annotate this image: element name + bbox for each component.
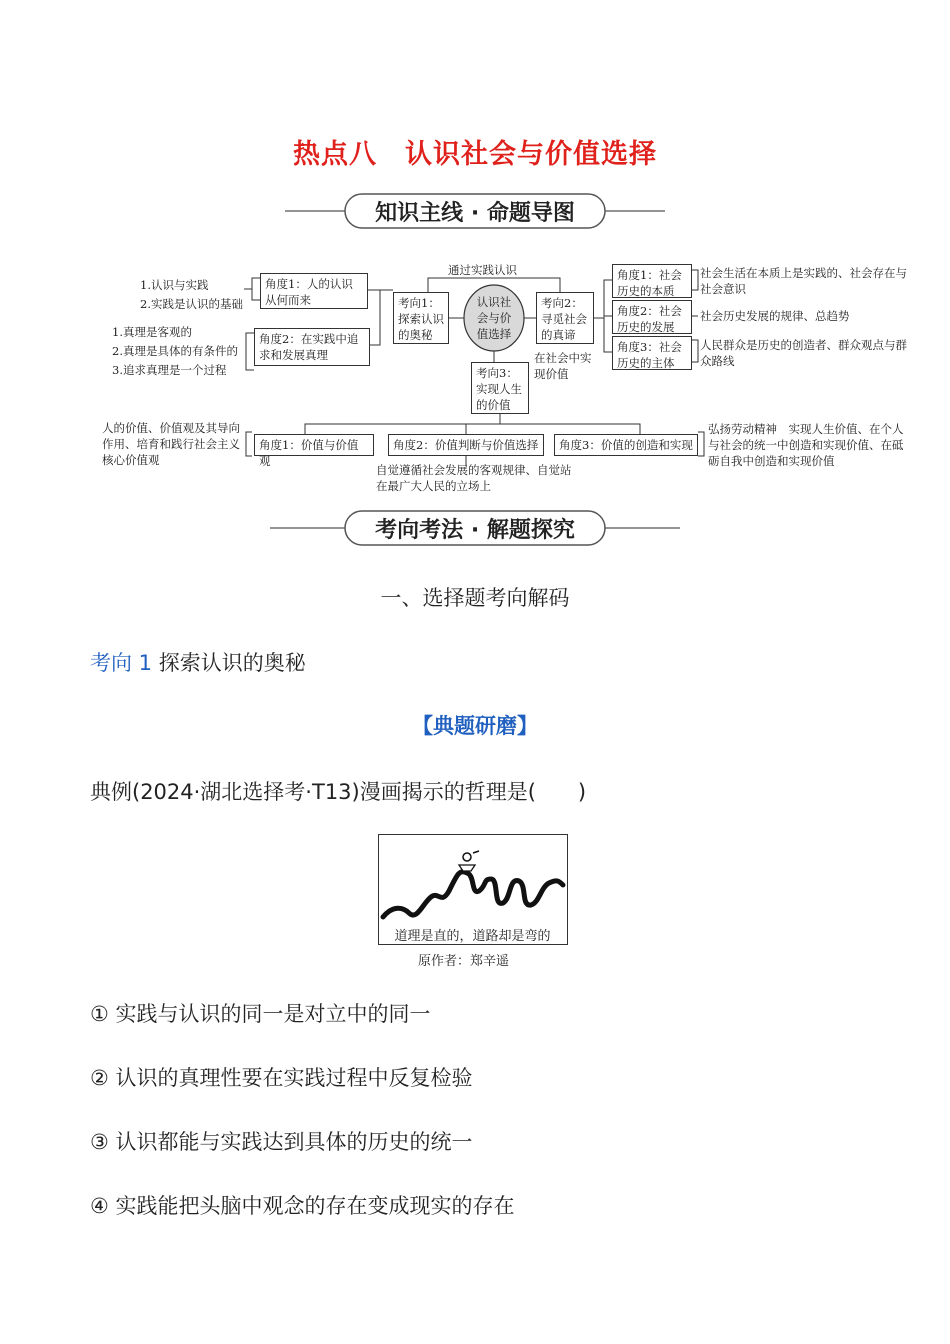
mindmap-kx2-angle2-note: 社会历史发展的规律、总趋势 <box>700 309 850 323</box>
option-1: ① 实践与认识的同一是对立中的同一 <box>90 1002 431 1026</box>
mindmap-kx2-angle2: 角度2：社会历史的发展 <box>612 300 692 334</box>
option-4: ④ 实践能把头脑中观念的存在变成现实的存在 <box>90 1194 515 1218</box>
mindmap-bottom-label: 在社会中实现价值 <box>534 351 592 381</box>
banner-exam: 考向考法 · 解题探究 <box>375 518 575 543</box>
kaoxiang-label: 考向 1 <box>90 651 159 675</box>
mindmap-kx3-angle2-note: 自觉遵循社会发展的客观规律、自觉站在最广大人民的立场上 <box>376 463 572 493</box>
question-stem: 典例(2024·湖北选择考·T13)漫画揭示的哲理是( ) <box>90 780 587 804</box>
comic-image <box>378 834 568 945</box>
mindmap-center: 认识社会与价值选择 <box>476 295 512 341</box>
mindmap-kx2-angle3-note: 人民群众是历史的创造者、群众观点与群众路线 <box>700 338 907 368</box>
comic-author: 原作者：郑辛遥 <box>418 954 510 969</box>
mindmap-top-label: 通过实践认识 <box>448 263 517 277</box>
section-heading: 一、选择题考向解码 <box>380 586 570 610</box>
kaoxiang-title: 探索认识的奥秘 <box>158 651 306 675</box>
mindmap-kx3-angle1-note: 人的价值、价值观及其导向作用、培育和践行社会主义核心价值观 <box>102 421 240 467</box>
mindmap-kx3: 考向3：实现人生的价值 <box>471 362 529 414</box>
kaoxiang-heading <box>90 647 306 677</box>
option-3: ③ 认识都能与实践达到具体的历史的统一 <box>90 1130 473 1154</box>
mindmap-kx2-angle1-note: 社会生活在本质上是实践的、社会存在与社会意识 <box>700 266 907 296</box>
mindmap-kx2-angle1: 角度1：社会历史的本质 <box>612 264 692 298</box>
page-title: 热点八 认识社会与价值选择 <box>293 139 657 170</box>
mindmap-kx2-angle3: 角度3：社会历史的主体 <box>612 336 692 370</box>
mindmap-kx1-angle1: 角度1：人的认识从何而来 <box>260 273 368 309</box>
mindmap-kx1-angle1-notes: 1.认识与实践 2.实践是认识的基础 <box>140 278 243 311</box>
option-2: ② 认识的真理性要在实践过程中反复检验 <box>90 1066 473 1090</box>
mindmap-kx2: 考向2：寻觅社会的真谛 <box>536 292 594 344</box>
mindmap-kx3-angle2: 角度2：价值判断与价值选择 <box>388 434 544 456</box>
mindmap-kx1-angle2: 角度2：在实践中追求和发展真理 <box>254 328 370 366</box>
mindmap-kx3-angle3-note: 弘扬劳动精神 实现人生价值、在个人与社会的统一中创造和实现价值、在砥砺自我中创造和实现价值 <box>708 422 904 468</box>
dianti-heading: 【典题研磨】 <box>412 714 538 738</box>
mindmap-kx1: 考向1：探索认识的奥秘 <box>393 292 449 344</box>
mindmap-kx3-angle3: 角度3：价值的创造和实现 <box>554 434 698 456</box>
mindmap-kx1-angle2-notes: 1.真理是客观的 2.真理是具体的有条件的 3.追求真理是一个过程 <box>112 325 238 377</box>
mindmap-kx3-angle1: 角度1：价值与价值观 <box>254 434 374 456</box>
comic-caption: 道理是直的，道路却是弯的 <box>394 929 551 944</box>
banner-knowledge: 知识主线 · 命题导图 <box>375 201 575 226</box>
